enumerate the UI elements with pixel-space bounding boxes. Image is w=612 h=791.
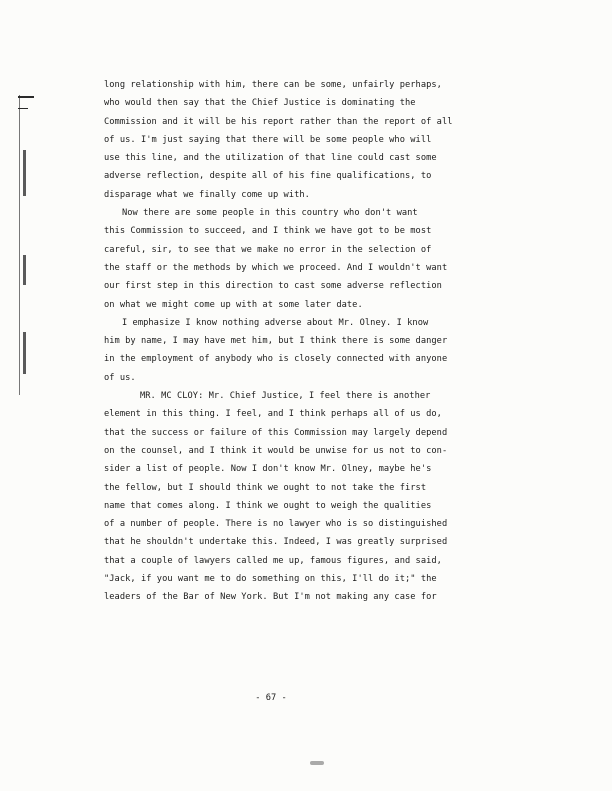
text-line: name that comes along. I think we ought to weigh the qualities (104, 500, 432, 511)
transcript-body (104, 76, 464, 607)
text-line: of us. (104, 372, 136, 383)
text-line: of us. I'm just saying that there will be some people who will (104, 134, 432, 145)
text-line: disparage what we finally come up with. (104, 189, 310, 200)
footer-scribble (310, 761, 324, 765)
text-line: of a number of people. There is no lawyer who is so distinguished (104, 519, 448, 530)
text-line: I emphasize I know nothing adverse about Mr. Olney. I know (122, 317, 429, 328)
text-line: MR. MC CLOY: Mr. Chief Justice, I feel there is another (140, 391, 431, 402)
left-margin-rule (19, 95, 20, 395)
left-margin-notation-3 (23, 332, 26, 374)
text-line: in the employment of anybody who is closely connected with anyone (104, 354, 448, 365)
text-line: the staff or the methods by which we proceed. And I wouldn't want (104, 262, 448, 273)
text-line: long relationship with him, there can be some, unfairly perhaps, (104, 80, 442, 90)
page-number: - 67 - (255, 693, 287, 703)
text-line: leaders of the Bar of New York. But I'm not making any case for (104, 592, 437, 603)
text-line: our first step in this direction to cast some adverse reflection (104, 281, 442, 292)
text-line: the fellow, but I should think we ought to not take the first (104, 482, 427, 493)
text-line: that he shouldn't undertake this. Indeed, I was greatly surprised (104, 537, 448, 548)
text-line: Now there are some people in this country who don't want (122, 208, 418, 219)
text-line: this Commission to succeed, and I think we have got to be most (104, 226, 432, 237)
left-margin-mark-lower (18, 108, 28, 109)
text-line: that a couple of lawyers called me up, famous figures, and said, (104, 555, 442, 566)
text-line: on the counsel, and I think it would be unwise for us not to con- (104, 445, 448, 456)
text-line: him by name, I may have met him, but I think there is some danger (104, 336, 448, 347)
left-margin-notation-2 (23, 255, 26, 285)
text-line: careful, sir, to see that we make no error in the selection of (104, 244, 432, 255)
text-line: sider a list of people. Now I don't know Mr. Olney, maybe he's (104, 464, 432, 475)
text-line: use this line, and the utilization of that line could cast some (104, 153, 437, 164)
left-margin-notation-1 (23, 150, 26, 196)
left-margin-mark-top (18, 96, 34, 98)
text-line: "Jack, if you want me to do something on this, I'll do it;" the (104, 574, 437, 585)
text-line: adverse reflection, despite all of his fine qualifications, to (104, 171, 432, 182)
text-line: who would then say that the Chief Justice is dominating the (104, 98, 416, 109)
text-line: element in this thing. I feel, and I think perhaps all of us do, (104, 409, 442, 420)
text-line: Commission and it will be his report rather than the report of all (104, 116, 453, 127)
text-line: on what we might come up with at some later date. (104, 299, 363, 310)
text-line: that the success or failure of this Commission may largely depend (104, 427, 448, 438)
